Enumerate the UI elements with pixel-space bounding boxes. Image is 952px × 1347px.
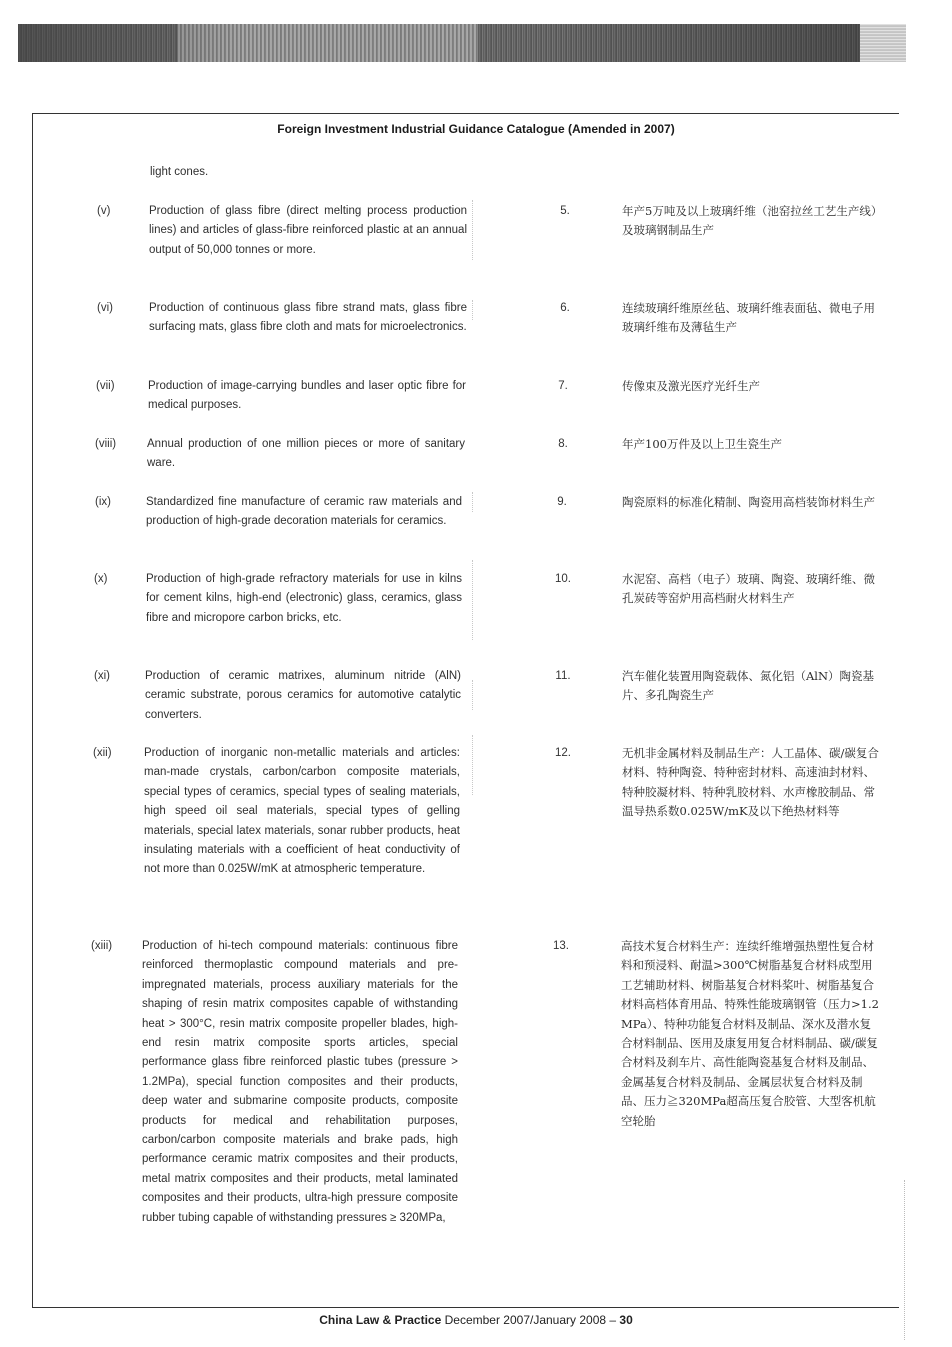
item-chinese-text: 传像束及激光医疗光纤生产 [622,379,760,393]
item-english-text: Production of continuous glass fibre strand mats, glass fibre surfacing mats, glass fibre cloth and mats for microelectronics. [149,302,467,334]
column-divider [472,200,474,260]
item-number: (ix) [95,496,111,508]
item-number: (x) [94,573,108,585]
item-english-text: Annual production of one million pieces or more of sanitary ware. [147,438,465,470]
item-chinese-text: 年产5万吨及以上玻璃纤维（池窑拉丝工艺生产线）及玻璃钢制品生产 [622,204,877,238]
item-chinese-number: 5. [560,205,570,217]
item-chinese-text: 陶瓷原料的标准化精制、陶瓷用高档装饰材料生产 [622,495,875,509]
item-chinese-text: 连续玻璃纤维原丝毡、玻璃纤维表面毡、微电子用玻璃纤维布及薄毡生产 [622,301,875,335]
item-chinese-number: 9. [557,496,567,508]
item-chinese-text: 年产100万件及以上卫生瓷生产 [622,437,782,451]
item-number: (vii) [96,380,115,392]
item-chinese-text: 无机非金属材料及制品生产：人工晶体、碳/碳复合材料、特种陶瓷、特种密封材料、高速油封材料、特种胶凝材料、特种乳胶材料、水声橡胶制品、常温导热系数0.025W/mK及以下绝热材料等 [622,746,879,819]
issue-date: December 2007/January 2008 – [444,1313,617,1327]
header-banner [18,24,906,62]
item-chinese-number: 13. [553,940,569,952]
page-number: 30 [619,1313,633,1327]
item-english-text: Production of image-carrying bundles and laser optic fibre for medical purposes. [148,380,466,412]
item-number: (xi) [94,670,110,682]
column-divider [472,735,474,795]
item-chinese-number: 8. [558,438,568,450]
item-english-text: Production of ceramic matrixes, aluminum nitride (AlN) ceramic substrate, porous ceramics for automotive catalytic converters. [145,670,461,721]
item-number: (xii) [93,747,112,759]
item-chinese-text: 高技术复合材料生产：连续纤维增强热塑性复合材料和预浸料、耐温>300℃树脂基复合材料成型用工艺辅助材料、树脂基复合材料桨叶、树脂基复合材料高档体育用品、特殊性能玻璃钢管（压力>1.2MPa）、特种功能复合材料及制品、深水及潜水复合材料制品、医用及康复用复合材料制品、碳/碳复合材料及刹车片、高性能陶瓷基复合材料及制品、金属基复合材料及制品、金属层状复合材料及制品、压力≧320MPa超高压复合胶管、大型客机航空轮胎 [621,939,879,1128]
item-chinese-number: 6. [560,302,570,314]
item-chinese-text: 汽车催化装置用陶瓷载体、氮化铝（AlN）陶瓷基片、多孔陶瓷生产 [622,669,875,703]
item-english-text: Production of hi-tech compound materials: continuous fibre reinforced thermoplastic compound materials and pre-impregnated materials, process auxiliary materials for the shaping of resin matrix composites capable of withstanding heat > 300°C, resin matrix composite propeller blades, high-end resin matrix composite sports articles, special performance glass fibre reinforced plastic tubes (pressure > 1.2MPa), special function composites and their products, deep water and submarine composite products, composite products for medical and rehabilitation purposes, carbon/carbon composite materials and brake pads, high performance ceramic matrix composites and their products, metal matrix composites and their products, metal laminated composites and their products, ultra-high pressure composite rubber tubing capable of withstanding pressures ≥ 320MPa, [142,940,458,1224]
column-divider [472,680,474,710]
item-chinese-number: 12. [555,747,571,759]
item-number: (v) [97,205,111,217]
item-english-text: Production of high-grade refractory materials for use in kilns for cement kilns, high-end (electronic) glass, ceramics, glass fibre and micropore carbon bricks, etc. [146,573,462,624]
item-number: (xiii) [91,940,113,952]
item-english-text: Production of inorganic non-metallic materials and articles: man-made crystals, carbon/carbon composite materials, special types of ceramics, special types of sealing materials, high speed oil seal materials, special types of gelling materials, special latex materials, sonar rubber products, heat insulating materials with a coefficient of heat conductivity of not more than 0.025W/mK at atmospheric temperature. [144,747,460,876]
page-title: Foreign Investment Industrial Guidance Catalogue (Amended in 2007) [277,122,675,136]
item-chinese-number: 11. [555,670,571,682]
item-chinese-number: 7. [558,380,568,392]
page-footer [0,1313,952,1327]
item-number: (viii) [95,438,117,450]
column-divider [472,560,474,640]
item-chinese-number: 10. [555,573,571,585]
publication-name: China Law & Practice [319,1313,442,1327]
item-number: (vi) [97,302,113,314]
column-divider [472,492,474,512]
item-english-text: Production of glass fibre (direct melting process production lines) and articles of glass-fibre reinforced plastic at an annual output of 50,000 tonnes or more. [149,205,467,256]
column-divider [472,300,474,320]
item-chinese-text: 水泥窑、高档（电子）玻璃、陶瓷、玻璃纤维、微孔炭砖等窑炉用高档耐火材料生产 [622,572,875,606]
continuation-text: light cones. [150,166,209,178]
item-english-text: Standardized fine manufacture of ceramic raw materials and production of high-grade decoration materials for ceramics. [146,496,462,528]
